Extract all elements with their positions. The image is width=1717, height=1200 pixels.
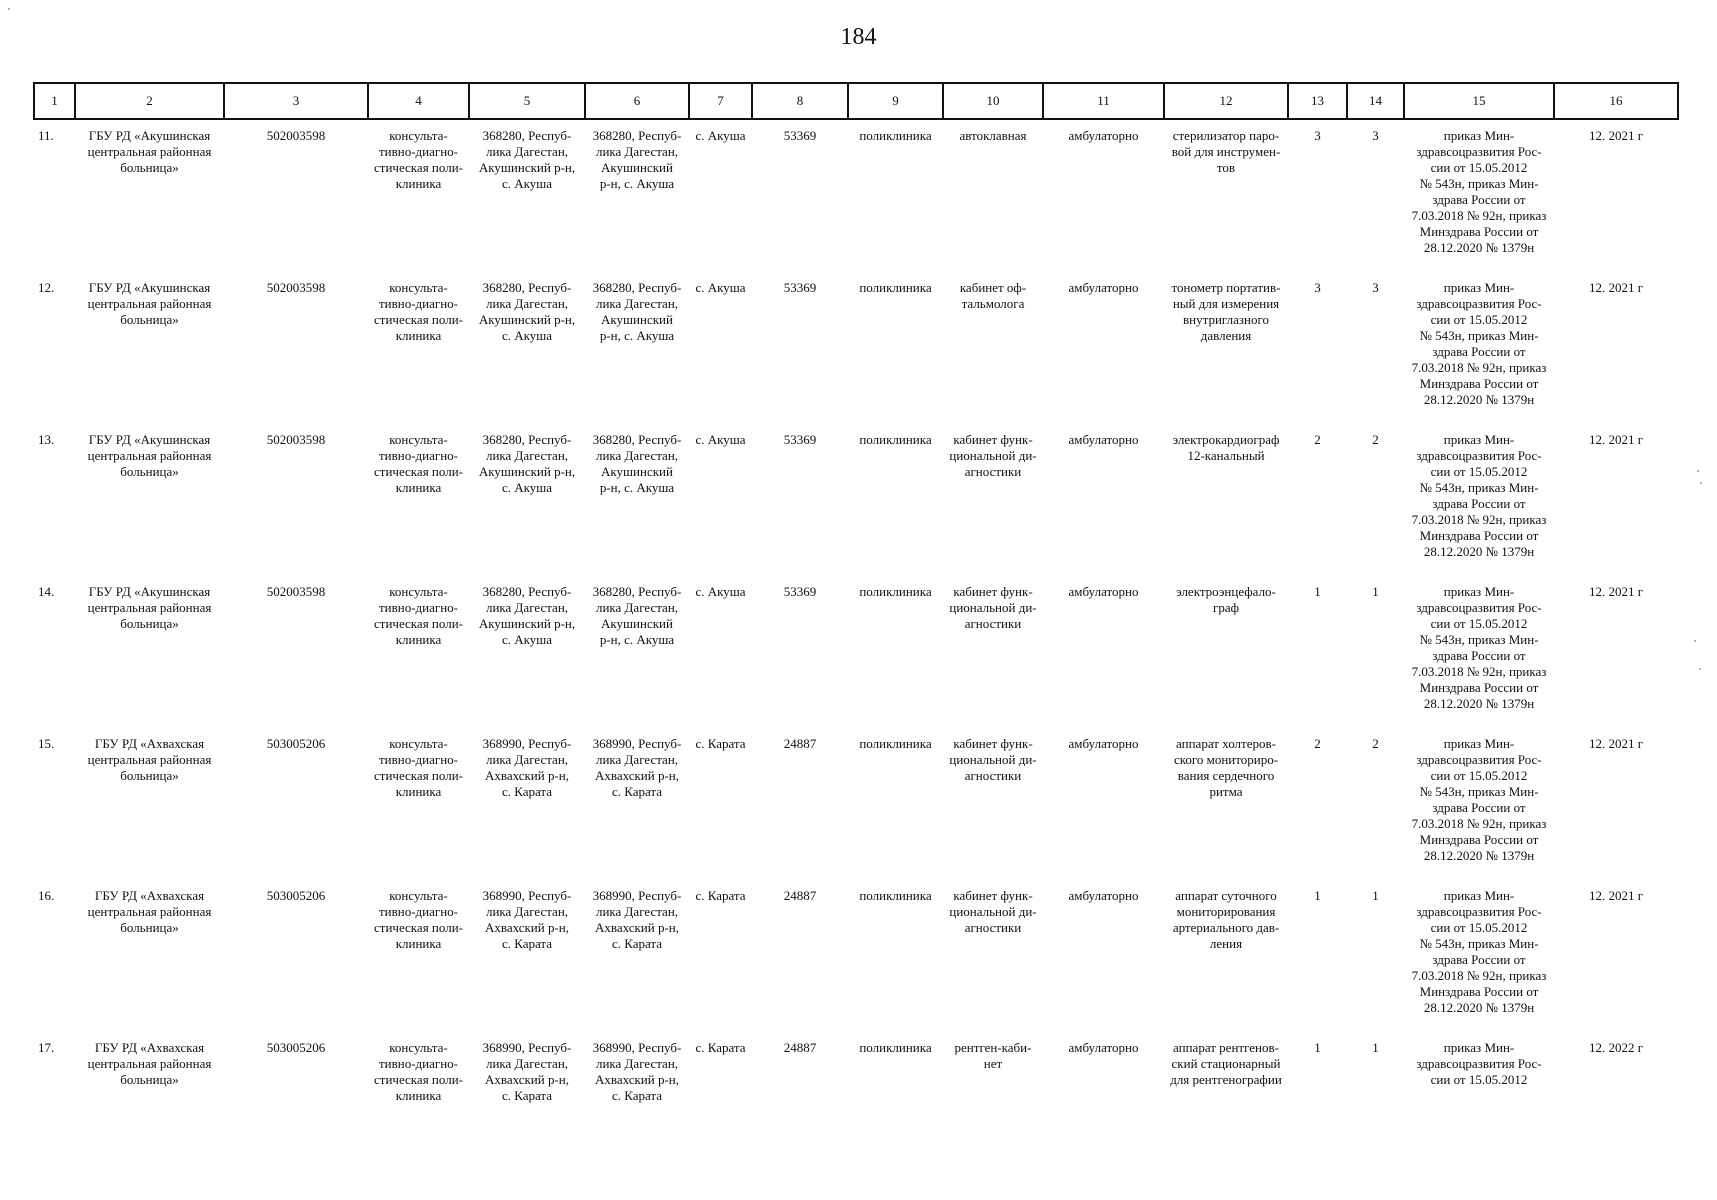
legal-address-cell: 368990, Респуб- лика Дагестан, Ахвахский р-н, с. Карата — [482, 888, 572, 951]
population-cell: 53369 — [783, 584, 817, 599]
scan-speck — [8, 8, 10, 10]
scan-speck — [1694, 640, 1696, 642]
quantity-cell: 3 — [1314, 128, 1321, 143]
column-number: 14 — [1347, 83, 1404, 119]
row-number-cell: 15. — [38, 736, 55, 751]
code-cell: 503005206 — [266, 1040, 326, 1055]
care-mode-cell: амбулаторно — [1068, 128, 1139, 143]
facility-type-cell: консульта- тивно-диагно- стическая поли- клиника — [374, 584, 463, 647]
locality-cell: с. Акуша — [695, 584, 746, 599]
scan-speck — [1699, 668, 1701, 670]
facility-type-cell: консульта- тивно-диагно- стическая поли- клиника — [374, 280, 463, 343]
column-number: 13 — [1288, 83, 1347, 119]
order-cell: приказ Мин- здравсоцразвития Рос- сии от 15.05.2012 № 543н, приказ Мин- здрава России от 7.03.2018 № 92н, приказ Минздрава России от 28.12.2020 № 1379н — [1411, 736, 1547, 863]
equipment-cell: аппарат рентгенов- ский стационарный для рентгенографии — [1170, 1040, 1282, 1087]
table-row — [34, 576, 1678, 728]
column-number: 8 — [752, 83, 848, 119]
quantity-cell: 3 — [1314, 280, 1321, 295]
quantity-cell: 2 — [1372, 432, 1379, 447]
date-cell: 12. 2021 г — [1588, 280, 1644, 295]
organization-cell: ГБУ РД «Акушинская центральная районная больница» — [87, 432, 212, 479]
legal-address-cell: 368280, Респуб- лика Дагестан, Акушинский р-н, с. Акуша — [478, 584, 576, 647]
care-mode-cell: амбулаторно — [1068, 888, 1139, 903]
column-number: 5 — [469, 83, 585, 119]
order-cell: приказ Мин- здравсоцразвития Рос- сии от 15.05.2012 № 543н, приказ Мин- здрава России от 7.03.2018 № 92н, приказ Минздрава России от 28.12.2020 № 1379н — [1411, 128, 1547, 255]
column-number: 3 — [224, 83, 368, 119]
actual-address-cell: 368280, Респуб- лика Дагестан, Акушинский р-н, с. Акуша — [592, 128, 682, 191]
actual-address-cell: 368280, Респуб- лика Дагестан, Акушинский р-н, с. Акуша — [592, 584, 682, 647]
date-cell: 12. 2021 г — [1588, 736, 1644, 751]
locality-cell: с. Акуша — [695, 280, 746, 295]
scan-speck — [1697, 470, 1699, 472]
legal-address-cell: 368280, Респуб- лика Дагестан, Акушинский р-н, с. Акуша — [478, 432, 576, 495]
row-number-cell: 11. — [38, 128, 54, 143]
column-number: 9 — [848, 83, 943, 119]
legal-address-cell: 368280, Респуб- лика Дагестан, Акушинский р-н, с. Акуша — [478, 128, 576, 191]
unit-cell: поликлиника — [859, 584, 932, 599]
scan-speck — [1700, 482, 1702, 484]
row-number-cell: 16. — [38, 888, 55, 903]
legal-address-cell: 368280, Респуб- лика Дагестан, Акушинский р-н, с. Акуша — [478, 280, 576, 343]
care-mode-cell: амбулаторно — [1068, 1040, 1139, 1055]
facility-type-cell: консульта- тивно-диагно- стическая поли- клиника — [374, 888, 463, 951]
quantity-cell: 1 — [1372, 888, 1379, 903]
room-cell: кабинет функ- циональной ди- агностики — [949, 584, 1037, 631]
population-cell: 53369 — [783, 280, 817, 295]
organization-cell: ГБУ РД «Ахвахская центральная районная больница» — [87, 736, 212, 783]
row-number-cell: 14. — [38, 584, 55, 599]
quantity-cell: 3 — [1372, 280, 1379, 295]
column-number: 11 — [1043, 83, 1164, 119]
column-number: 15 — [1404, 83, 1554, 119]
date-cell: 12. 2021 г — [1588, 584, 1644, 599]
locality-cell: с. Акуша — [695, 128, 746, 143]
column-number-row — [34, 83, 1678, 119]
population-cell: 24887 — [783, 888, 817, 903]
population-cell: 53369 — [783, 128, 817, 143]
page-number: 184 — [840, 24, 877, 50]
room-cell: автоклавная — [959, 128, 1027, 143]
room-cell: кабинет оф- тальмолога — [959, 280, 1027, 311]
unit-cell: поликлиника — [859, 1040, 932, 1055]
organization-cell: ГБУ РД «Ахвахская центральная районная больница» — [87, 888, 212, 935]
room-cell: кабинет функ- циональной ди- агностики — [949, 432, 1037, 479]
room-cell: кабинет функ- циональной ди- агностики — [949, 736, 1037, 783]
quantity-cell: 2 — [1372, 736, 1379, 751]
order-cell: приказ Мин- здравсоцразвития Рос- сии от 15.05.2012 № 543н, приказ Мин- здрава России от 7.03.2018 № 92н, приказ Минздрава России от 28.12.2020 № 1379н — [1411, 888, 1547, 1015]
facility-type-cell: консульта- тивно-диагно- стическая поли- клиника — [374, 432, 463, 495]
table-row — [34, 272, 1678, 424]
equipment-cell: электроэнцефало- граф — [1176, 584, 1276, 615]
row-number-cell: 17. — [38, 1040, 55, 1055]
actual-address-cell: 368280, Респуб- лика Дагестан, Акушинский р-н, с. Акуша — [592, 280, 682, 343]
equipment-cell: стерилизатор паро- вой для инструмен- тов — [1171, 128, 1281, 175]
unit-cell: поликлиника — [859, 128, 932, 143]
unit-cell: поликлиника — [859, 280, 932, 295]
locality-cell: с. Карата — [695, 736, 746, 751]
code-cell: 502003598 — [266, 280, 326, 295]
column-number: 4 — [368, 83, 469, 119]
care-mode-cell: амбулаторно — [1068, 584, 1139, 599]
population-cell: 53369 — [783, 432, 817, 447]
quantity-cell: 3 — [1372, 128, 1379, 143]
code-cell: 502003598 — [266, 128, 326, 143]
table-row — [34, 119, 1678, 272]
date-cell: 12. 2021 г — [1588, 128, 1644, 143]
actual-address-cell: 368990, Респуб- лика Дагестан, Ахвахский р-н, с. Карата — [592, 1040, 682, 1103]
code-cell: 503005206 — [266, 736, 326, 751]
unit-cell: поликлиника — [859, 888, 932, 903]
facility-type-cell: консульта- тивно-диагно- стическая поли- клиника — [374, 1040, 463, 1103]
quantity-cell: 1 — [1372, 1040, 1379, 1055]
code-cell: 502003598 — [266, 432, 326, 447]
table-body — [34, 119, 1678, 1140]
quantity-cell: 1 — [1372, 584, 1379, 599]
population-cell: 24887 — [783, 736, 817, 751]
quantity-cell: 2 — [1314, 432, 1321, 447]
column-number: 2 — [75, 83, 224, 119]
unit-cell: поликлиника — [859, 432, 932, 447]
column-number: 7 — [689, 83, 752, 119]
population-cell: 24887 — [783, 1040, 817, 1055]
equipment-table — [33, 82, 1679, 1140]
column-number: 16 — [1554, 83, 1678, 119]
equipment-cell: электрокардиограф 12-канальный — [1172, 432, 1280, 463]
quantity-cell: 1 — [1314, 584, 1321, 599]
care-mode-cell: амбулаторно — [1068, 432, 1139, 447]
actual-address-cell: 368280, Респуб- лика Дагестан, Акушинский р-н, с. Акуша — [592, 432, 682, 495]
row-number-cell: 12. — [38, 280, 55, 295]
table-row — [34, 880, 1678, 1032]
care-mode-cell: амбулаторно — [1068, 280, 1139, 295]
row-number-cell: 13. — [38, 432, 55, 447]
order-cell: приказ Мин- здравсоцразвития Рос- сии от 15.05.2012 № 543н, приказ Мин- здрава России от 7.03.2018 № 92н, приказ Минздрава России от 28.12.2020 № 1379н — [1411, 432, 1547, 559]
care-mode-cell: амбулаторно — [1068, 736, 1139, 751]
room-cell: кабинет функ- циональной ди- агностики — [949, 888, 1037, 935]
equipment-cell: тонометр портатив- ный для измерения внутриглазного давления — [1171, 280, 1281, 343]
facility-type-cell: консульта- тивно-диагно- стическая поли- клиника — [374, 736, 463, 799]
locality-cell: с. Акуша — [695, 432, 746, 447]
order-cell: приказ Мин- здравсоцразвития Рос- сии от 15.05.2012 № 543н, приказ Мин- здрава России от 7.03.2018 № 92н, приказ Минздрава России от 28.12.2020 № 1379н — [1411, 584, 1547, 711]
code-cell: 502003598 — [266, 584, 326, 599]
column-number: 10 — [943, 83, 1043, 119]
legal-address-cell: 368990, Респуб- лика Дагестан, Ахвахский р-н, с. Карата — [482, 1040, 572, 1103]
organization-cell: ГБУ РД «Акушинская центральная районная больница» — [87, 584, 212, 631]
order-cell: приказ Мин- здравсоцразвития Рос- сии от 15.05.2012 — [1416, 1040, 1542, 1087]
room-cell: рентген-каби- нет — [954, 1040, 1032, 1071]
table-row — [34, 424, 1678, 576]
actual-address-cell: 368990, Респуб- лика Дагестан, Ахвахский р-н, с. Карата — [592, 888, 682, 951]
equipment-cell: аппарат холтеров- ского мониториро- вания сердечного ритма — [1173, 736, 1279, 799]
date-cell: 12. 2021 г — [1588, 432, 1644, 447]
order-cell: приказ Мин- здравсоцразвития Рос- сии от 15.05.2012 № 543н, приказ Мин- здрава России от 7.03.2018 № 92н, приказ Минздрава России от 28.12.2020 № 1379н — [1411, 280, 1547, 407]
code-cell: 503005206 — [266, 888, 326, 903]
column-number: 1 — [34, 83, 75, 119]
column-number: 6 — [585, 83, 689, 119]
quantity-cell: 2 — [1314, 736, 1321, 751]
organization-cell: ГБУ РД «Акушинская центральная районная больница» — [87, 280, 212, 327]
quantity-cell: 1 — [1314, 1040, 1321, 1055]
legal-address-cell: 368990, Респуб- лика Дагестан, Ахвахский р-н, с. Карата — [482, 736, 572, 799]
locality-cell: с. Карата — [695, 888, 746, 903]
table-row — [34, 1032, 1678, 1140]
date-cell: 12. 2021 г — [1588, 888, 1644, 903]
organization-cell: ГБУ РД «Акушинская центральная районная больница» — [87, 128, 212, 175]
unit-cell: поликлиника — [859, 736, 932, 751]
date-cell: 12. 2022 г — [1588, 1040, 1644, 1055]
quantity-cell: 1 — [1314, 888, 1321, 903]
organization-cell: ГБУ РД «Ахвахская центральная районная больница» — [87, 1040, 212, 1087]
column-number: 12 — [1164, 83, 1288, 119]
actual-address-cell: 368990, Респуб- лика Дагестан, Ахвахский р-н, с. Карата — [592, 736, 682, 799]
facility-type-cell: консульта- тивно-диагно- стическая поли- клиника — [374, 128, 463, 191]
equipment-cell: аппарат суточного мониторирования артериального дав- ления — [1172, 888, 1280, 951]
table-row — [34, 728, 1678, 880]
locality-cell: с. Карата — [695, 1040, 746, 1055]
